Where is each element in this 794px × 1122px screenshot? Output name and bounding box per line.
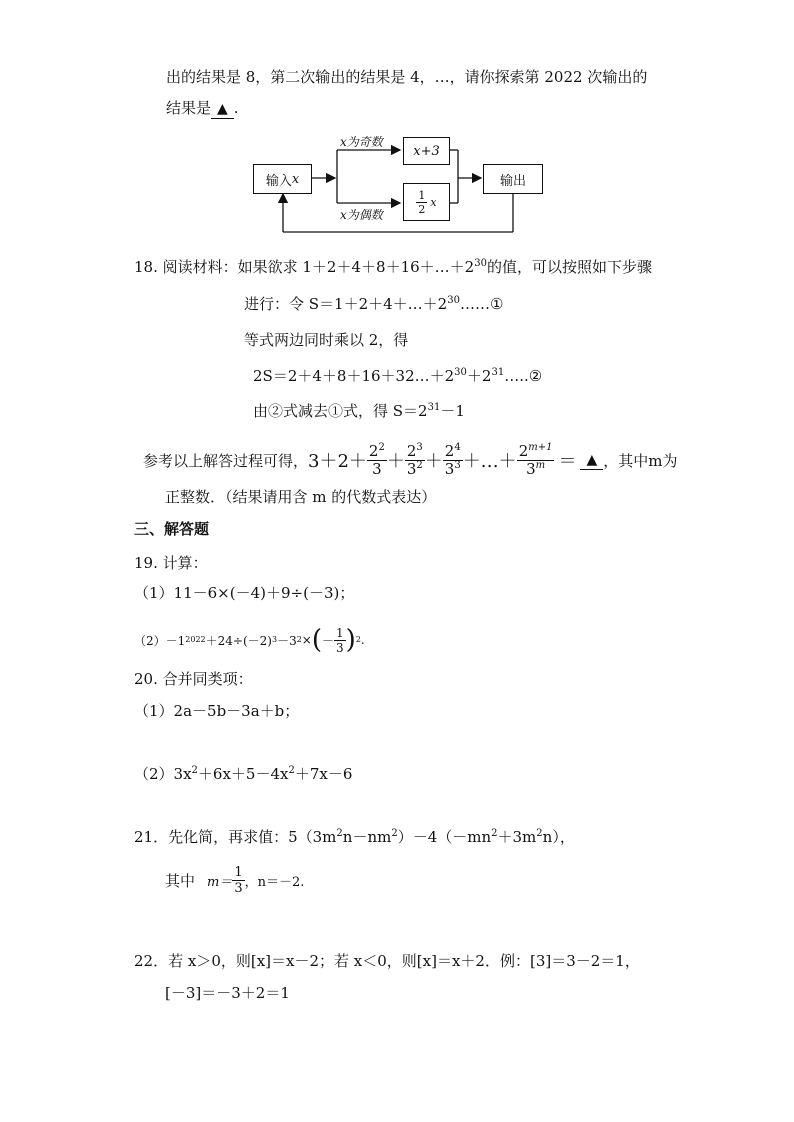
output-box: 输出 xyxy=(483,164,543,194)
q20-p2-exp1: 2 xyxy=(191,765,198,776)
q20-p2-pre: （2）3x xyxy=(134,765,192,783)
f1-num: 2 xyxy=(368,441,379,460)
q17-line2-post: . xyxy=(233,99,239,117)
q18-line1-pre: 18. 阅读材料：如果欲求 1＋2＋4＋8＋16＋…＋2 xyxy=(134,258,475,276)
q21-l1-b: ）－4（－mn xyxy=(397,828,492,846)
q22-line2: [－3]＝－3＋2＝1 xyxy=(165,984,290,1002)
q18-answer-blank xyxy=(580,451,603,470)
q19-p2-b: ＋24÷(－2) xyxy=(205,633,272,648)
half-fraction xyxy=(416,190,427,215)
q21-where: 其中 xyxy=(165,871,196,890)
q18-step1-post: ……① xyxy=(459,295,504,313)
half-num: 1 xyxy=(418,188,426,202)
q21-l1-c: ＋3m xyxy=(497,828,537,846)
q21-l1-a: n－nm xyxy=(342,828,392,846)
even-operation-box xyxy=(403,183,450,221)
q18-step1-exp: 30 xyxy=(447,295,460,306)
q21-e1: 2 xyxy=(336,828,343,839)
q19-p2-c: －3 xyxy=(277,633,297,648)
q18-line1-exp: 30 xyxy=(474,258,487,269)
q18-step4 xyxy=(253,400,465,421)
input-label: 输入 xyxy=(265,173,292,189)
answer-triangle-icon: ▲ xyxy=(217,101,228,117)
q18-dots: ＋…＋ xyxy=(462,451,517,472)
q18-ref-post: ，其中m为 xyxy=(603,451,678,470)
q19-p2-frac-num: 1 xyxy=(336,625,344,640)
section-title: 三、解答题 xyxy=(134,520,210,538)
q17-line2-pre: 结果是 xyxy=(166,99,212,117)
answer-triangle-icon: ▲ xyxy=(586,451,598,468)
q21-e4: 2 xyxy=(536,828,543,839)
q18-step4-pre: 由②式减去①式，得 S＝2 xyxy=(253,402,428,420)
q19-title: 19. 计算： xyxy=(134,554,208,572)
f2-den-exp: 2 xyxy=(416,459,423,471)
q17-line1: 出的结果是 8，第二次输出的结果是 4，…，请你探索第 2022 次输出的 xyxy=(166,68,648,86)
odd-operation-box: x+3 xyxy=(403,137,450,165)
q18-step2: 等式两边同时乘以 2，得 xyxy=(244,331,409,349)
q21-l1-pre: 21．先化简，再求值：5（3m xyxy=(134,828,337,846)
q21-line1 xyxy=(134,826,575,847)
q18-step3 xyxy=(253,365,542,386)
q18-fraction-4 xyxy=(517,441,555,478)
q18-line1-post: 的值，可以按照如下步骤 xyxy=(486,258,652,276)
f4-den-exp: m xyxy=(535,459,546,471)
q18-ref-pre: 参考以上解答过程可得， xyxy=(143,451,309,470)
q18-step1 xyxy=(244,293,503,314)
q18-eq: ＝ xyxy=(558,451,577,472)
q21-m-den: 3 xyxy=(234,880,243,896)
f3-num: 2 xyxy=(444,441,455,460)
q20-part1: （1）2a－5b－3a＋b； xyxy=(134,702,300,720)
q21-m-fraction xyxy=(232,866,244,895)
q17-line2 xyxy=(166,97,239,119)
q18-expr-lead: 3＋2＋ xyxy=(308,451,367,472)
f2-num-exp: 3 xyxy=(416,441,423,453)
q20-p2-exp2: 2 xyxy=(288,765,295,776)
f1-den: 3 xyxy=(372,459,382,478)
q21-m-num: 1 xyxy=(234,864,243,880)
q21-m-eq: m＝ xyxy=(207,874,233,890)
f4-num-exp: m+1 xyxy=(528,441,553,453)
f2-num: 2 xyxy=(406,441,417,460)
q19-part2: （2） －1 2022 ＋24÷(－2) 3 －3 2 × ( － $\frac{1}{3}$ ) 2 . xyxy=(134,625,365,655)
q19-part1: （1）11－6×(－4)＋9÷(－3)； xyxy=(134,584,355,602)
f4-num: 2 xyxy=(518,441,529,460)
flowchart xyxy=(240,128,560,236)
q18-step4-exp: 31 xyxy=(427,402,441,413)
q18-fraction-2 xyxy=(405,441,425,478)
q18-step3-mid: ＋2 xyxy=(466,367,492,385)
q21-e2: 2 xyxy=(391,828,398,839)
q22-line1: 22．若 x＞0，则[x]＝x－2；若 x＜0，则[x]＝x＋2．例：[3]＝3－2＝1， xyxy=(134,952,640,970)
q20-part2 xyxy=(134,763,352,784)
q18-reference-line: 参考以上解答过程可得， 3＋2＋ $\frac{2^2}{3}$ ＋ $\frac{2^3}{3^2}$ ＋ $\frac{2^4}{3^3}$ ＋…＋ $\frac{2^{m+1}}{3^m}$ ＝ ▲ ，其中m为 xyxy=(143,441,678,478)
q18-fraction-1 xyxy=(367,441,387,478)
half-den: 2 xyxy=(418,202,426,216)
q18-step4-post: －1 xyxy=(440,402,465,420)
q18-step1-pre: 进行：令 S＝1＋2＋4＋…＋2 xyxy=(244,295,448,313)
q18-step3-pre: 2S＝2＋4＋8＋16＋32…＋2 xyxy=(253,367,455,385)
odd-condition-label: x为奇数 xyxy=(340,135,383,149)
q20-p2-mid: ＋6x＋5－4x xyxy=(197,765,289,783)
q18-step3-exp2: 31 xyxy=(491,367,505,378)
q17-answer-blank xyxy=(211,100,234,119)
q19-p2-end: . xyxy=(360,633,365,647)
f3-den: 3 xyxy=(444,459,455,478)
q18-line1 xyxy=(134,256,652,277)
f3-den-exp: 3 xyxy=(454,459,461,471)
q18-step3-post: …..② xyxy=(504,367,543,385)
even-condition-label: x为偶数 xyxy=(340,208,383,222)
q18-step3-exp1: 30 xyxy=(454,367,467,378)
q20-title: 20. 合并同类项： xyxy=(134,670,253,688)
q19-p2-frac-den: 3 xyxy=(336,640,344,655)
q19-p2-label: （2） xyxy=(134,633,166,648)
f3-num-exp: 4 xyxy=(454,441,461,453)
q19-p2-d: × xyxy=(301,633,312,647)
q19-p2-fraction xyxy=(334,627,346,654)
q21-l1-post: n）， xyxy=(542,828,575,846)
input-var: x xyxy=(291,171,300,187)
even-var: x xyxy=(430,195,437,209)
q21-line2 xyxy=(165,858,304,902)
f2-den: 3 xyxy=(406,459,417,478)
input-box xyxy=(253,164,312,194)
f1-num-exp: 2 xyxy=(378,441,385,453)
q21-e3: 2 xyxy=(491,828,498,839)
q19-p2-a: －1 xyxy=(165,633,186,648)
q19-p2-frac-sign: － xyxy=(322,633,335,648)
q20-p2-post: ＋7x－6 xyxy=(294,765,353,783)
q21-n-part: ，n＝－2. xyxy=(244,874,305,890)
q18-fraction-3 xyxy=(443,441,463,478)
f4-den: 3 xyxy=(526,459,536,478)
q18-last-line: 正整数．（结果请用含 m 的代数式表达） xyxy=(165,488,437,506)
